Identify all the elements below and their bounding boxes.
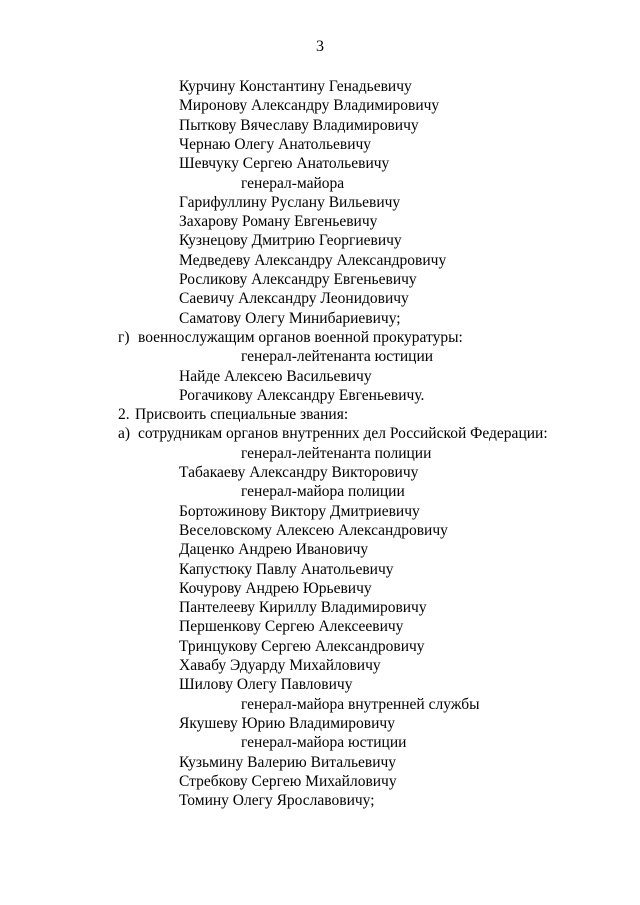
- person-name-line: [179, 598, 427, 617]
- line-text: Кузнецову Дмитрию Георгиевичу: [179, 232, 402, 250]
- person-name-line: [179, 77, 412, 96]
- line-text: Шилову Олегу Павловичу: [179, 676, 353, 694]
- line-text: Захарову Роману Евгеньевичу: [179, 213, 378, 231]
- person-name-line: [179, 560, 394, 579]
- line-text: генерал-майора полиции: [241, 483, 405, 501]
- line-text: Стребкову Сергею Михайловичу: [179, 772, 397, 790]
- line-text: Першенкову Сергею Алексеевичу: [179, 618, 404, 636]
- line-text: Веселовскому Алексею Александровичу: [179, 521, 448, 539]
- line-text: Присвоить специальные звания:: [135, 406, 349, 424]
- person-name-line: [179, 791, 375, 810]
- line-text: Медведеву Александру Александровичу: [179, 251, 447, 269]
- person-name-line: [179, 367, 372, 386]
- person-name-line: [179, 231, 402, 250]
- line-text: Табакаеву Александру Викторовичу: [179, 464, 419, 481]
- line-text: Пантелееву Кириллу Владимировичу: [179, 599, 427, 617]
- line-text: Даценко Андрею Ивановичу: [179, 541, 369, 559]
- line-text: Шевчуку Сергею Анатольевичу: [179, 155, 390, 173]
- person-name-line: [179, 270, 417, 289]
- person-name-line: [179, 714, 395, 733]
- list-marker: 2.: [118, 406, 130, 424]
- person-name-line: [179, 193, 400, 212]
- person-name-line: [179, 154, 389, 173]
- list-item-heading: [118, 424, 548, 443]
- line-text: Найде Алексею Васильевичу: [179, 367, 372, 385]
- person-name-line: [179, 212, 377, 231]
- person-name-line: [179, 502, 420, 521]
- person-name-line: [179, 675, 352, 694]
- rank-heading: [241, 733, 406, 752]
- person-name-line: [179, 540, 368, 559]
- line-text: Пыткову Вячеславу Владимировичу: [179, 116, 419, 134]
- line-text: Кочурову Андрею Юрьевичу: [179, 579, 372, 597]
- line-text: Саматову Олегу Минибариевичу;: [179, 309, 401, 327]
- person-name-line: [179, 135, 371, 154]
- rank-heading: [241, 347, 433, 366]
- line-text: Бортожинову Виктору Дмитриевичу: [179, 502, 420, 520]
- line-text: военнослужащим органов военной прокуратуры:: [138, 328, 463, 346]
- line-text: генерал-майора юстиции: [241, 734, 407, 752]
- line-text: Капустюку Павлу Анатольевичу: [179, 560, 394, 578]
- line-text: генерал-лейтенанта юстиции: [241, 348, 434, 366]
- rank-heading: [241, 695, 480, 714]
- list-marker: г): [118, 328, 130, 346]
- person-name-line: [179, 521, 448, 540]
- person-name-line: [179, 656, 381, 675]
- line-text: Росликову Александру Евгеньевичу: [179, 271, 417, 288]
- line-text: Якушеву Юрию Владимировичу: [179, 714, 395, 732]
- list-marker: а): [118, 425, 131, 443]
- person-name-line: [179, 579, 372, 598]
- person-name-line: [179, 289, 409, 308]
- rank-heading: [241, 174, 344, 193]
- line-text: Чернаю Олегу Анатольевичу: [179, 135, 372, 153]
- person-name-line: [179, 251, 446, 270]
- person-name-line: [179, 617, 403, 636]
- line-text: Гарифуллину Руслану Вильевичу: [179, 193, 401, 211]
- line-text: Миронову Александру Владимировичу: [179, 97, 440, 115]
- line-text: сотрудникам органов внутренних дел Российской Федерации:: [138, 425, 548, 443]
- line-text: генерал-лейтенанта полиции: [241, 444, 432, 462]
- rank-heading: [241, 444, 431, 463]
- rank-heading: [241, 482, 405, 501]
- person-name-line: [179, 637, 425, 656]
- page-number: 3: [316, 38, 324, 55]
- person-name-line: [179, 386, 424, 405]
- list-item-heading: [118, 328, 463, 347]
- person-name-line: [179, 96, 439, 115]
- line-text: Тринцукову Сергею Александровичу: [179, 637, 425, 655]
- line-text: Кузьмину Валерию Витальевичу: [179, 753, 397, 771]
- person-name-line: [179, 116, 419, 135]
- person-name-line: [179, 309, 401, 328]
- line-text: генерал-майора внутренней службы: [241, 695, 480, 713]
- person-name-line: [179, 772, 397, 791]
- line-text: Саевичу Александру Леонидовичу: [179, 290, 409, 308]
- line-text: Хавабу Эдуарду Михайловичу: [179, 657, 381, 674]
- person-name-line: [179, 463, 418, 482]
- line-text: Рогачикову Александру Евгеньевичу.: [179, 386, 425, 404]
- line-text: генерал-майора: [241, 174, 345, 192]
- numbered-clause: [118, 405, 348, 424]
- line-text: Курчину Константину Генадьевичу: [179, 78, 412, 95]
- line-text: Томину Олегу Ярославовичу;: [179, 792, 375, 810]
- person-name-line: [179, 753, 396, 772]
